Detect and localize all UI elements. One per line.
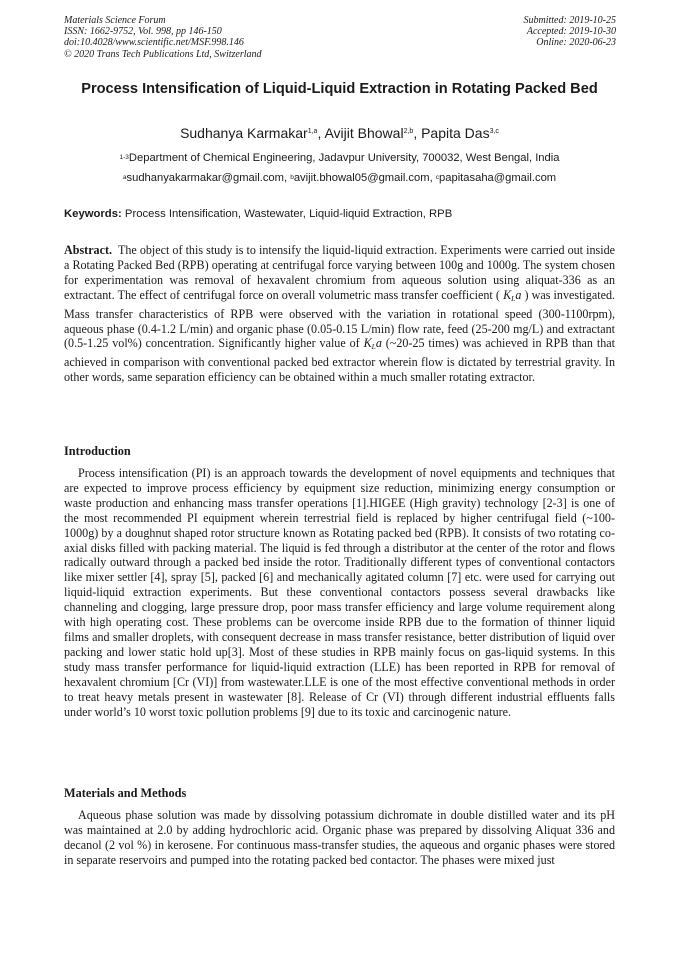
kla-symbol: $K_La$ bbox=[363, 336, 382, 352]
keywords-label: Keywords: bbox=[64, 208, 122, 220]
abstract-text-2: ) was investigated. Mass transfer characteristics of RPB were observed with the variation in rotational speed (300-1100rpm), aqueous phase (0.4-1.2 L/min) and organic phase (0.05-0.15 L/min) flow rate, feed (25-200 mg/L) and extractant (0.5-1.25 vol%) concentration. Significantly higher value of bbox=[64, 287, 616, 351]
submitted-date: Submitted: 2019-10-25 bbox=[523, 15, 616, 26]
materials-methods-heading: Materials and Methods bbox=[64, 786, 187, 800]
kla-symbol: $K_La$ bbox=[503, 287, 522, 303]
introduction-heading: Introduction bbox=[64, 444, 131, 458]
author-name: Papita Das bbox=[421, 125, 490, 141]
email-link[interactable]: avijit.bhowal05@gmail.com bbox=[293, 172, 430, 184]
author-list: Sudhanya Karmakar$^{1,a}$, Avijit Bhowal$^{2,b}$, Papita Das$^{3,c}$ bbox=[180, 125, 499, 141]
author-name: Avijit Bhowal bbox=[324, 125, 404, 141]
author-superscript: 1,a bbox=[307, 128, 318, 135]
affiliation-text: Department of Chemical Engineering, Jadavpur University, 700032, West Bengal, India bbox=[128, 152, 560, 164]
paper-title: Process Intensification of Liquid-Liquid Extraction in Rotating Packed Bed bbox=[81, 81, 598, 97]
keywords-text: Process Intensification, Wastewater, Liquid-liquid Extraction, RPB bbox=[124, 208, 453, 220]
abstract-text-1: The object of this study is to intensify the liquid-liquid extraction. Experiments were carried out inside a Rotating Packed Bed (RPB) operating at centrifugal force varying between 100g and 1000g. The system chosen for experimentation was removal of hexavalent chromium from aqueous solution using aliquat-336 as an extractant. The effect of centrifugal force on overall volumetric mass transfer coefficient ( bbox=[64, 243, 615, 302]
abstract bbox=[64, 243, 615, 385]
accepted-date: Accepted: 2019-10-30 bbox=[526, 26, 616, 38]
author-name: Sudhanya Karmakar bbox=[180, 125, 308, 141]
keywords bbox=[64, 207, 615, 221]
email-superscript: a bbox=[122, 174, 127, 181]
journal-issn: ISSN: 1662-9752, Vol. 998, pp 146-150 bbox=[64, 26, 222, 38]
online-date: Online: 2020-06-23 bbox=[536, 37, 616, 49]
email-superscript: b bbox=[290, 174, 294, 181]
author-superscript: 2,b bbox=[403, 128, 414, 135]
materials-methods-text: Aqueous phase solution was made by dissolving potassium dichromate in double distilled water and its pH was maintained at 2.0 by adding hydrochloric acid. Organic phase was prepared by dissolving Aliquat 336 and decanol (2 vol %) in kerosene. For continuous mass-transfer studies, the aqueous and organic phases were stored in separate reservoirs and pumped into the rotating packed bed contactor. The phases were mixed just bbox=[64, 808, 615, 867]
email-link[interactable]: sudhanyakarmakar@gmail.com bbox=[126, 172, 284, 184]
author-emails: $^a$sudhanyakarmakar@gmail.com, $^b$avijit.bhowal05@gmail.com, $^c$papitasaha@gmail.com bbox=[122, 172, 557, 184]
journal-info bbox=[64, 15, 262, 60]
journal-name: Materials Science Forum bbox=[64, 15, 166, 26]
submission-dates bbox=[524, 15, 617, 49]
affiliation bbox=[64, 151, 615, 165]
abstract-label: Abstract. bbox=[64, 243, 113, 257]
abstract-text-3: (~20-25 times) was achieved in RPB than that achieved in comparison with conventional packed bed extractor wherein flow is dictated by terrestrial gravity. In other words, same separation efficiency can be obtained within a much smaller rotating extractor. bbox=[64, 336, 615, 385]
journal-copyright: © 2020 Trans Tech Publications Ltd, Switzerland bbox=[64, 48, 262, 60]
affiliation-superscript: 1-3 bbox=[119, 154, 129, 161]
introduction-text: Process intensification (PI) is an approach towards the development of novel equipments and techniques that are expected to improve process efficiency by equipment size reduction, minimizing energy consumption or waste production and enhancing mass transfer operations [1].HIGEE (High gravity) technology [2-3] is one of the most recommended PI equipment wherein terrestrial field is replaced by higher centrifugal field (~100-1000g) by a doughnut shaped rotor structure known as Rotating packed bed (RPB). It consists of two rotating co-axial disks filled with packing material. The liquid is fed through a distributor at the center of the rotor and flows radically outward through a packed bed inside the rotor. Traditionally different types of conventional contactors like mixer settler [4], spray [5], packed [6] and mechanically agitated column [7] etc. were used for carrying out liquid-liquid extraction experiments. But these conventional contactors possess several drawbacks like channeling and clogging, large pressure drop, poor mass transfer efficiency and large volume requirement along with high operating cost. These problems can be overcome inside RPB due to the formation of thinner liquid films and smaller droplets, with consequent decrease in mass transfer resistance, better distribution of liquid over packing and lower static hold up[3]. Most of these studies in RPB mainly focus on gas-liquid systems. In this study mass transfer performance for liquid-liquid extraction (LLE) has been reported in RPB for removal of hexavalent chromium [Cr (VI)] from wastewater.LLE is one of the most effective conventional methods in order to treat heavy metals present in wastewater [8]. Release of Cr (VI) through different industrial effluents falls under world’s 10 worst toxic pollution problems [9] due to its toxic and carcinogenic nature. bbox=[64, 466, 615, 719]
journal-doi: doi:10.4028/www.scientific.net/MSF.998.146 bbox=[64, 37, 244, 49]
author-superscript: 3,c bbox=[489, 128, 499, 135]
email-superscript: c bbox=[435, 174, 440, 181]
email-link[interactable]: papitasaha@gmail.com bbox=[439, 172, 557, 184]
